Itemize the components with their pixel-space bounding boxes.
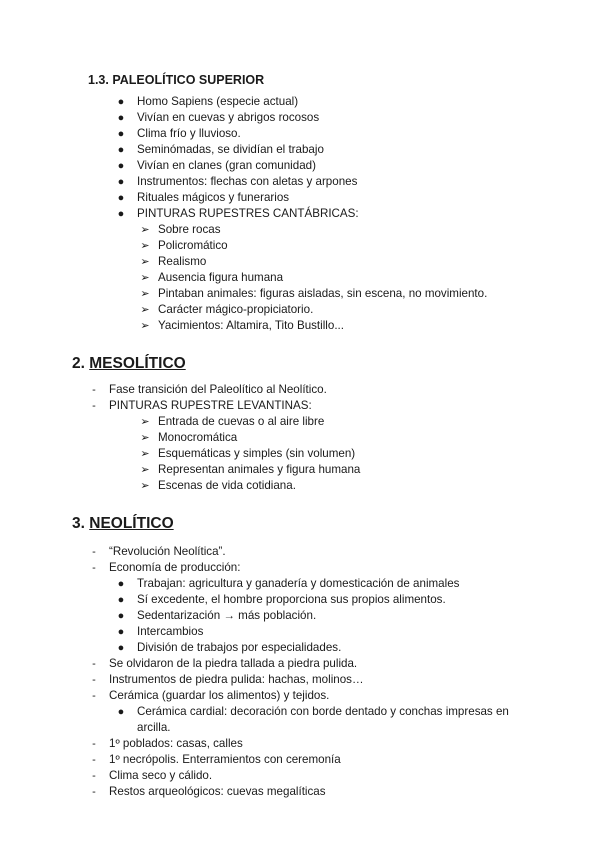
heading-neolitico: [72, 514, 174, 534]
dash-icon: -: [92, 384, 96, 396]
heading-title: MESOLÍTICO: [89, 355, 186, 372]
arrow-icon: ➢: [140, 464, 150, 476]
bullet-icon: ●: [117, 176, 125, 188]
heading-mesolitico: [72, 354, 186, 374]
bullet-icon: ●: [117, 626, 125, 638]
sub-list-item: Intercambios: [137, 625, 204, 638]
sub-list-item: Pintaban animales: figuras aisladas, sin escena, no movimiento.: [158, 287, 488, 300]
bullet-icon: ●: [117, 96, 125, 108]
list-item: Restos arqueológicos: cuevas megalíticas: [109, 785, 326, 798]
arrow-icon: ➢: [140, 272, 150, 284]
sub-list-item: Sí excedente, el hombre proporciona sus propios alimentos.: [137, 593, 446, 606]
arrow-icon: ➢: [140, 288, 150, 300]
dash-icon: -: [92, 562, 96, 574]
arrow-icon: ➢: [140, 240, 150, 252]
list-item: Economía de producción:: [109, 561, 241, 574]
sub-list-item: Cerámica cardial: decoración con borde dentado y conchas impresas en: [137, 705, 509, 718]
arrow-icon: ➢: [140, 448, 150, 460]
list-item: 1º necrópolis. Enterramientos con ceremonía: [109, 753, 341, 766]
heading-paleolitico-superior: 1.3. PALEOLÍTICO SUPERIOR: [88, 73, 265, 87]
list-item: Seminómadas, se dividían el trabajo: [137, 143, 324, 156]
bullet-icon: ●: [117, 144, 125, 156]
arrow-icon: ➢: [140, 304, 150, 316]
dash-icon: -: [92, 674, 96, 686]
list-item: PINTURAS RUPESTRES CANTÁBRICAS:: [137, 207, 359, 220]
sub-list-item: Sedentarización → más población.: [137, 609, 317, 622]
sub-list-item: División de trabajos por especialidades.: [137, 641, 342, 654]
sub-list-item: Carácter mágico-propiciatorio.: [158, 303, 314, 316]
dash-icon: -: [92, 786, 96, 798]
bullet-icon: ●: [117, 706, 125, 718]
dash-icon: -: [92, 738, 96, 750]
bullet-icon: ●: [117, 594, 125, 606]
sub-list-item-continuation: arcilla.: [137, 721, 171, 734]
list-item: Cerámica (guardar los alimentos) y tejidos.: [109, 689, 330, 702]
sub-list-item: Yacimientos: Altamira, Tito Bustillo...: [158, 319, 344, 332]
dash-icon: -: [92, 770, 96, 782]
list-item: Clima seco y cálido.: [109, 769, 213, 782]
heading-number: 2.: [72, 355, 85, 372]
dash-icon: -: [92, 546, 96, 558]
bullet-icon: ●: [117, 208, 125, 220]
arrow-icon: ➢: [140, 256, 150, 268]
dash-icon: -: [92, 754, 96, 766]
list-item: 1º poblados: casas, calles: [109, 737, 243, 750]
bullet-icon: ●: [117, 578, 125, 590]
arrow-icon: ➢: [140, 224, 150, 236]
list-item: Instrumentos: flechas con aletas y arpones: [137, 175, 358, 188]
sub-list-item: Representan animales y figura humana: [158, 463, 361, 476]
bullet-icon: ●: [117, 128, 125, 140]
arrow-icon: ➢: [140, 432, 150, 444]
list-item: Fase transición del Paleolítico al Neolítico.: [109, 383, 327, 396]
bullet-icon: ●: [117, 610, 125, 622]
sub-list-item: Entrada de cuevas o al aire libre: [158, 415, 325, 428]
list-item: Rituales mágicos y funerarios: [137, 191, 290, 204]
list-item: Vivían en clanes (gran comunidad): [137, 159, 316, 172]
heading-number: 3.: [72, 515, 85, 532]
dash-icon: -: [92, 400, 96, 412]
sub-list-item: Realismo: [158, 255, 207, 268]
list-item: Vivían en cuevas y abrigos rocosos: [137, 111, 320, 124]
sub-list-item: Trabajan: agricultura y ganadería y domesticación de animales: [137, 577, 460, 590]
bullet-icon: ●: [117, 112, 125, 124]
sub-list-item: Sobre rocas: [158, 223, 221, 236]
list-item: Instrumentos de piedra pulida: hachas, molinos…: [109, 673, 364, 686]
dash-icon: -: [92, 690, 96, 702]
sub-list-item: Monocromática: [158, 431, 238, 444]
bullet-icon: ●: [117, 192, 125, 204]
sub-list-item: Policromático: [158, 239, 228, 252]
arrow-icon: ➢: [140, 320, 150, 332]
bullet-icon: ●: [117, 160, 125, 172]
list-item: “Revolución Neolítica”.: [109, 545, 226, 558]
list-item: Homo Sapiens (especie actual): [137, 95, 299, 108]
arrow-icon: ➢: [140, 480, 150, 492]
dash-icon: -: [92, 658, 96, 670]
list-item: Se olvidaron de la piedra tallada a piedra pulida.: [109, 657, 358, 670]
list-item: Clima frío y lluvioso.: [137, 127, 241, 140]
bullet-icon: ●: [117, 642, 125, 654]
sub-list-item: Esquemáticas y simples (sin volumen): [158, 447, 356, 460]
heading-title: NEOLÍTICO: [89, 515, 174, 532]
sub-list-item: Escenas de vida cotidiana.: [158, 479, 296, 492]
arrow-icon: ➢: [140, 416, 150, 428]
sub-list-item: Ausencia figura humana: [158, 271, 284, 284]
list-item: PINTURAS RUPESTRE LEVANTINAS:: [109, 399, 312, 412]
